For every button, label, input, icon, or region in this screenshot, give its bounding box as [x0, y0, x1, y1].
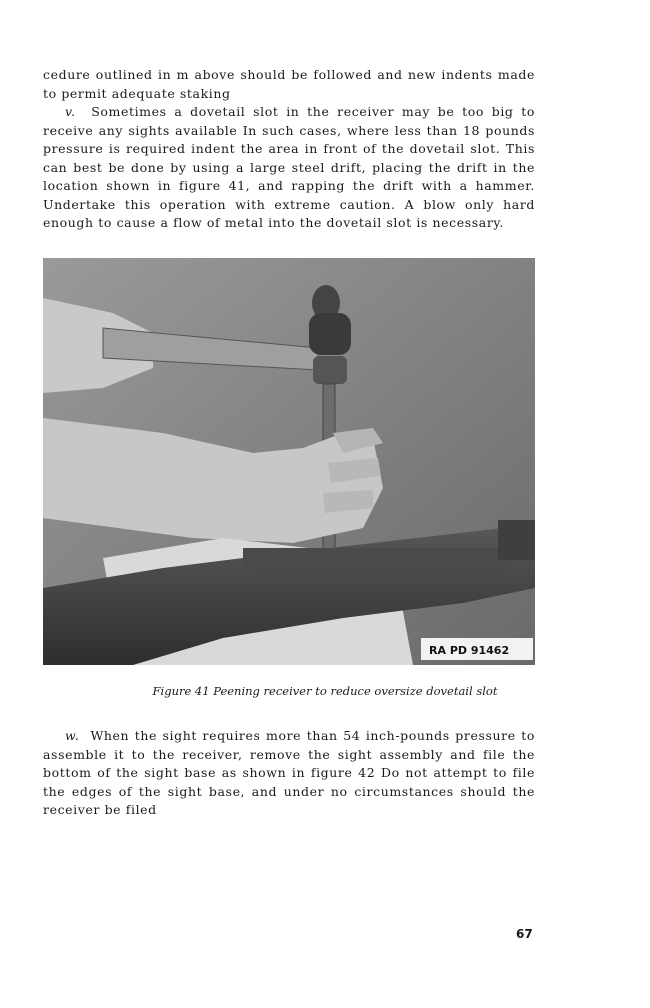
paragraph-label: v.	[65, 104, 76, 119]
paragraph-w	[43, 727, 535, 820]
paragraph-v	[43, 103, 535, 233]
figure-caption: Figure 41 Peening receiver to reduce oversize dovetail slot	[152, 684, 498, 698]
photo-label: RA PD 91462	[429, 644, 510, 657]
paragraph-label: w.	[65, 728, 80, 743]
paragraph-text: Sometimes a dovetail slot in the receiver may be too big to receive any sights available In such cases, where less than 18 pounds pressure is required indent the area in front of the dovetail slot. This can best be done by using a large steel drift, placing the drift in the location shown in figure 41, and rapping the drift with a hammer. Undertake this operation with extreme caution. A blow only hard enough to cause a flow of metal into the dovetail slot is necessary.	[43, 104, 535, 230]
bottom-text-block	[43, 727, 535, 820]
paragraph-continuation	[43, 66, 535, 103]
paragraph-text: When the sight requires more than 54 inch-pounds pressure to assemble it to the receiver, remove the sight assembly and file the bottom of the sight base as shown in figure 42 Do not attempt to file the edges of the sight base, and under no circumstances should the receiver be filed	[43, 728, 535, 817]
figure-photo	[43, 258, 535, 665]
hammer-head-shape	[309, 313, 351, 355]
receiver-shape	[243, 548, 513, 574]
paragraph-text: cedure outlined in m above should be followed and new indents made to permit adequate staking	[43, 67, 535, 101]
drift-cap-shape	[313, 356, 347, 384]
top-text-block	[43, 66, 535, 233]
page-number: 67	[516, 927, 533, 941]
